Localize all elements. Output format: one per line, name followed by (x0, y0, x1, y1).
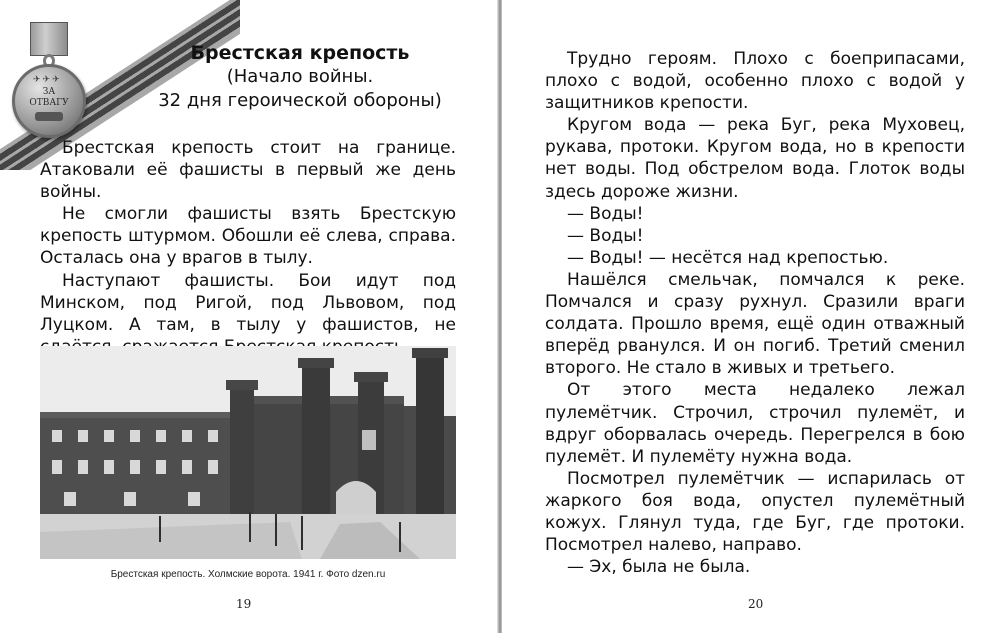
medal-for-courage-icon (12, 64, 86, 138)
medal-text-line1: ЗА (42, 87, 56, 97)
chapter-heading (100, 41, 500, 113)
chapter-title: Брестская крепость (190, 42, 410, 64)
paragraph: Кругом вода — река Буг, река Муховец, рукава, протоки. Кругом вода, но в крепости нет воды. Под обстрелом вода. Глоток воды здесь дороже жизни. (545, 115, 965, 202)
paragraph: — Воды! (567, 225, 644, 246)
medal-tank-icon (35, 112, 63, 121)
medal-ribbon-block (30, 22, 68, 56)
left-page-text (40, 137, 456, 358)
paragraph: Брестская крепость стоит на границе. Атаковали её фашисты в первый же день войны. (40, 138, 456, 203)
paragraph: От этого места недалеко лежал пулемётчик. Строчил, строчил пулемёт, и вдруг оборвалась очередь. Перегрелся в бою пулемёт. И пулемёту нужна вода. (545, 380, 965, 467)
photo-caption: Брестская крепость. Холмские ворота. 1941 г. Фото dzen.ru (110, 569, 386, 580)
right-page-text (545, 48, 965, 578)
chapter-subtitle-line1: (Начало войны. (226, 66, 374, 87)
medal-planes-icon: ✈✈✈ (33, 75, 62, 85)
page-number-left: 19 (236, 597, 252, 611)
paragraph: Трудно героям. Плохо с боеприпасами, плохо с водой, особенно плохо с водой у защитников крепости. (545, 49, 965, 114)
paragraph: — Воды! (567, 203, 644, 224)
medal-text-line2: ОТВАГУ (29, 98, 69, 108)
fortress-photo (40, 346, 456, 559)
fortress-illustration (40, 346, 456, 559)
paragraph: Нашёлся смельчак, помчался к реке. Помчался и сразу рухнул. Сразили враги солдата. Прошло время, ещё один отважный вперёд рванулся. И он погиб. Третий сменил второго. Не стало в живых и третьего. (545, 269, 965, 379)
paragraph: Не смогли фашисты взять Брестскую крепость штурмом. Обошли её слева, справа. Осталась она у врагов в тылу. (40, 204, 456, 269)
left-page (0, 0, 498, 633)
page-number-right: 20 (748, 597, 764, 611)
right-page (502, 0, 1000, 633)
chapter-subtitle-line2: 32 дня героической обороны) (158, 90, 442, 111)
paragraph: Наступают фашисты. Бои идут под Минском, под Ригой, под Львовом, под Луцком. А там, в тылу у фашистов, не (40, 270, 456, 335)
paragraph: — Воды! — несётся над крепостью. (567, 247, 889, 268)
paragraph: — Эх, была не была. (567, 557, 751, 578)
paragraph: Посмотрел пулемётчик — испарилась от жаркого боя вода, опустел пулемётный кожух. Глянул туда, где Буг, где протоки. Посмотрел налево, направо. (545, 468, 965, 556)
